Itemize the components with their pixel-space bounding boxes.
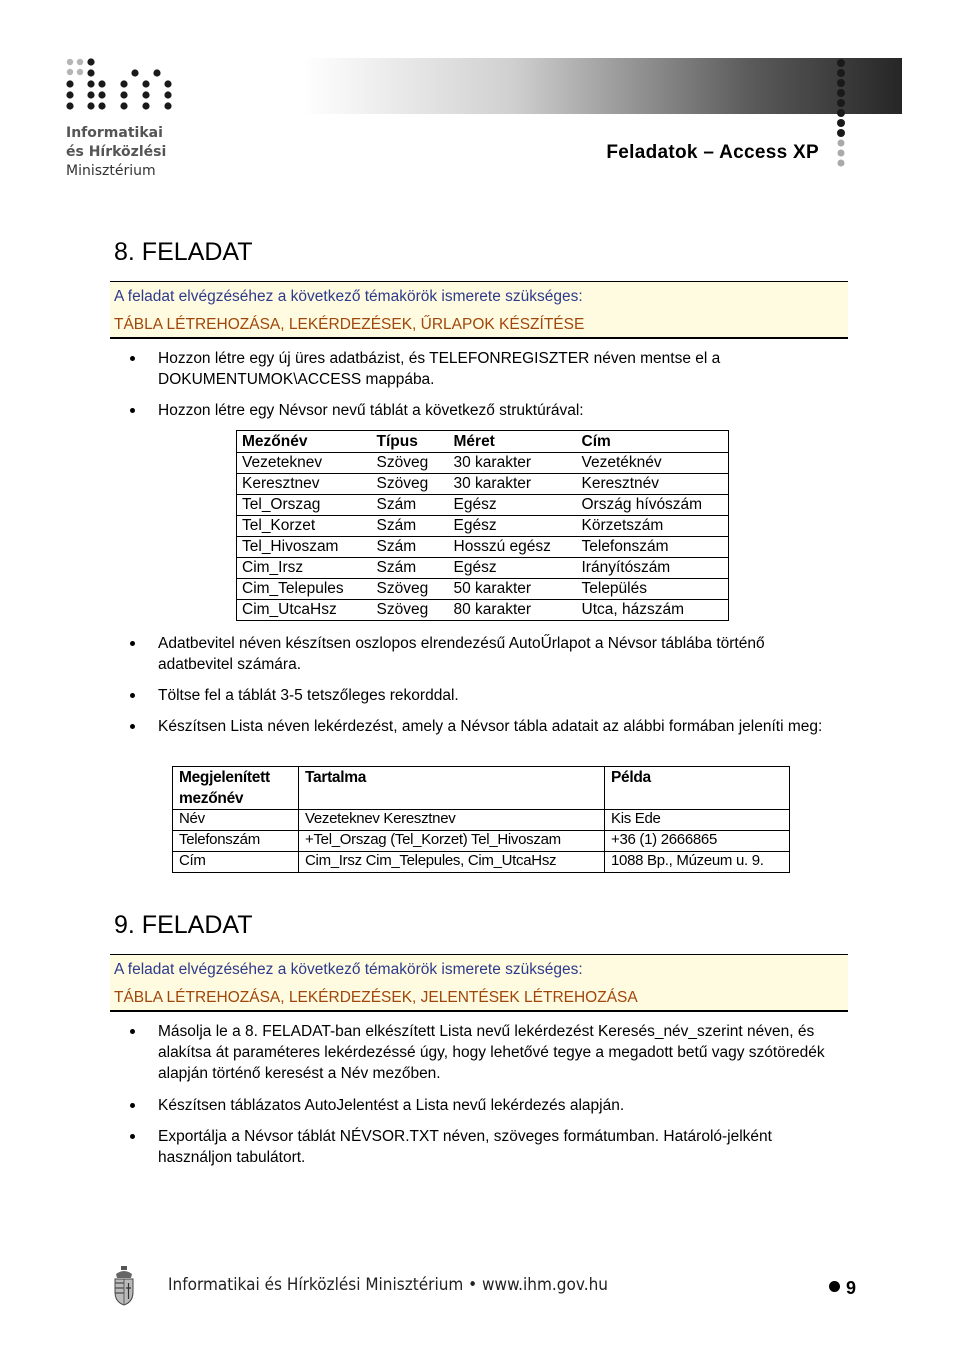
logo-line-3: Minisztérium bbox=[66, 163, 156, 179]
list-item: Hozzon létre egy Névsor nevű táblát a következő struktúrával: bbox=[158, 400, 838, 421]
table-cell: Egész bbox=[449, 516, 577, 537]
column-header: Tartalma bbox=[299, 767, 605, 810]
task-8-title: 8. FELADAT bbox=[114, 238, 253, 266]
table-cell: Telefonszám bbox=[577, 537, 729, 558]
table-cell: +36 (1) 2666865 bbox=[605, 831, 790, 852]
requirements-topics: TÁBLA LÉTREHOZÁSA, LEKÉRDEZÉSEK, JELENTÉSEK LÉTREHOZÁSA bbox=[114, 989, 638, 1006]
table-cell: Vezeteknev bbox=[237, 453, 372, 474]
column-header: Példa bbox=[605, 767, 790, 810]
table-cell: Cim_Irsz Cim_Telepules, Cim_UtcaHsz bbox=[299, 852, 605, 873]
table-row bbox=[173, 852, 790, 873]
table-cell: 30 karakter bbox=[449, 474, 577, 495]
table-cell: Ország hívószám bbox=[577, 495, 729, 516]
table-row bbox=[237, 600, 729, 621]
requirements-topics: TÁBLA LÉTREHOZÁSA, LEKÉRDEZÉSEK, ŰRLAPOK KÉSZÍTÉSE bbox=[114, 316, 585, 333]
column-header: Cím bbox=[581, 432, 611, 450]
ministry-logo-mark bbox=[64, 58, 184, 114]
table-row bbox=[237, 453, 729, 474]
document-title: Feladatok – Access XP bbox=[606, 142, 819, 163]
table-cell: Utca, házszám bbox=[577, 600, 729, 621]
table-cell: Szám bbox=[372, 537, 449, 558]
table-cell: Cim_UtcaHsz bbox=[237, 600, 372, 621]
table-row bbox=[237, 537, 729, 558]
query-format-table bbox=[172, 766, 790, 873]
table-cell: Kis Ede bbox=[605, 810, 790, 831]
table-cell: Irányítószám bbox=[577, 558, 729, 579]
page-number: 9 bbox=[846, 1278, 857, 1298]
column-header: Méret bbox=[453, 432, 495, 450]
table-row bbox=[173, 831, 790, 852]
table-cell: Szöveg bbox=[372, 474, 449, 495]
table-cell: Egész bbox=[449, 495, 577, 516]
task-9-requirements bbox=[110, 954, 848, 1012]
logo-line-2: és Hírközlési bbox=[66, 144, 167, 160]
table-cell: Szám bbox=[372, 516, 449, 537]
task-8-requirements bbox=[110, 281, 848, 339]
requirements-intro: A feladat elvégzéséhez a következő témakörök ismerete szükséges: bbox=[114, 961, 583, 978]
table-cell: Cim_Telepules bbox=[237, 579, 372, 600]
column-header: Típus bbox=[376, 432, 418, 450]
table-cell: 50 karakter bbox=[449, 579, 577, 600]
table-cell: Hosszú egész bbox=[449, 537, 577, 558]
table-row bbox=[237, 516, 729, 537]
list-item: Hozzon létre egy új üres adatbázist, és TELEFONREGISZTER néven mentse el a DOKUMENTUMOK\ACCESS mappába. bbox=[158, 348, 838, 390]
table-header-row bbox=[237, 431, 729, 453]
task-9-title: 9. FELADAT bbox=[114, 911, 253, 939]
table-cell: Tel_Hivoszam bbox=[237, 537, 372, 558]
logo-line-1: Informatikai bbox=[66, 125, 163, 141]
header-dots-decoration bbox=[834, 58, 848, 168]
structure-table bbox=[236, 430, 729, 621]
header-gradient-bar bbox=[302, 58, 902, 114]
list-item: Másolja le a 8. FELADAT-ban elkészített Lista nevű lekérdezést Keresés_név_szerint néven, és alakítsa át paraméteres lekérdezéssé úgy, hogy lehetővé tegye a megadott betű vagy szótöredék alapján történő keresést a Név mezőben. bbox=[158, 1021, 838, 1084]
table-cell: 80 karakter bbox=[449, 600, 577, 621]
table-row bbox=[237, 579, 729, 600]
column-header: Megjelenített mezőnév bbox=[173, 767, 299, 810]
table-cell: Név bbox=[173, 810, 299, 831]
table-cell: Körzetszám bbox=[577, 516, 729, 537]
table-cell: Szám bbox=[372, 558, 449, 579]
list-item: Adatbevitel néven készítsen oszlopos elrendezésű AutoŰrlapot a Névsor táblába történő adatbevitel számára. bbox=[158, 633, 838, 675]
table-row bbox=[173, 810, 790, 831]
table-cell: Tel_Korzet bbox=[237, 516, 372, 537]
table-cell: Tel_Orszag bbox=[237, 495, 372, 516]
table-cell: Keresztnév bbox=[577, 474, 729, 495]
table-row bbox=[237, 558, 729, 579]
table-cell: +Tel_Orszag (Tel_Korzet) Tel_Hivoszam bbox=[299, 831, 605, 852]
table-cell: 30 karakter bbox=[449, 453, 577, 474]
list-item: Töltse fel a táblát 3-5 tetszőleges rekorddal. bbox=[158, 685, 838, 706]
table-cell: Egész bbox=[449, 558, 577, 579]
table-cell: Vezetéknév bbox=[577, 453, 729, 474]
table-cell: Település bbox=[577, 579, 729, 600]
table-cell: Szöveg bbox=[372, 579, 449, 600]
table-cell: Cím bbox=[173, 852, 299, 873]
page-number-dot-icon bbox=[829, 1281, 840, 1292]
table-row bbox=[237, 495, 729, 516]
ministry-logo-text bbox=[66, 124, 166, 181]
table-cell: Vezeteknev Keresztnev bbox=[299, 810, 605, 831]
list-item: Készítsen táblázatos AutoJelentést a Lista nevű lekérdezés alapján. bbox=[158, 1095, 838, 1116]
list-item: Készítsen Lista néven lekérdezést, amely a Névsor tábla adatait az alábbi formában jeleníti meg: bbox=[158, 716, 838, 737]
column-header: Mezőnév bbox=[242, 432, 308, 450]
list-item: Exportálja a Névsor táblát NÉVSOR.TXT néven, szöveges formátumban. Határoló-jelként használjon tabulátort. bbox=[158, 1126, 838, 1168]
table-cell: Szöveg bbox=[372, 600, 449, 621]
table-cell: Szám bbox=[372, 495, 449, 516]
table-header-row bbox=[173, 767, 790, 810]
table-row bbox=[237, 474, 729, 495]
table-cell: Szöveg bbox=[372, 453, 449, 474]
table-cell: Keresztnev bbox=[237, 474, 372, 495]
table-cell: Cim_Irsz bbox=[237, 558, 372, 579]
hungarian-coat-of-arms-icon bbox=[113, 1266, 135, 1306]
table-cell: Telefonszám bbox=[173, 831, 299, 852]
footer-ministry-text: Informatikai és Hírközlési Minisztérium • www.ihm.gov.hu bbox=[168, 1275, 608, 1295]
table-cell: 1088 Bp., Múzeum u. 9. bbox=[605, 852, 790, 873]
requirements-intro: A feladat elvégzéséhez a következő témakörök ismerete szükséges: bbox=[114, 288, 583, 305]
